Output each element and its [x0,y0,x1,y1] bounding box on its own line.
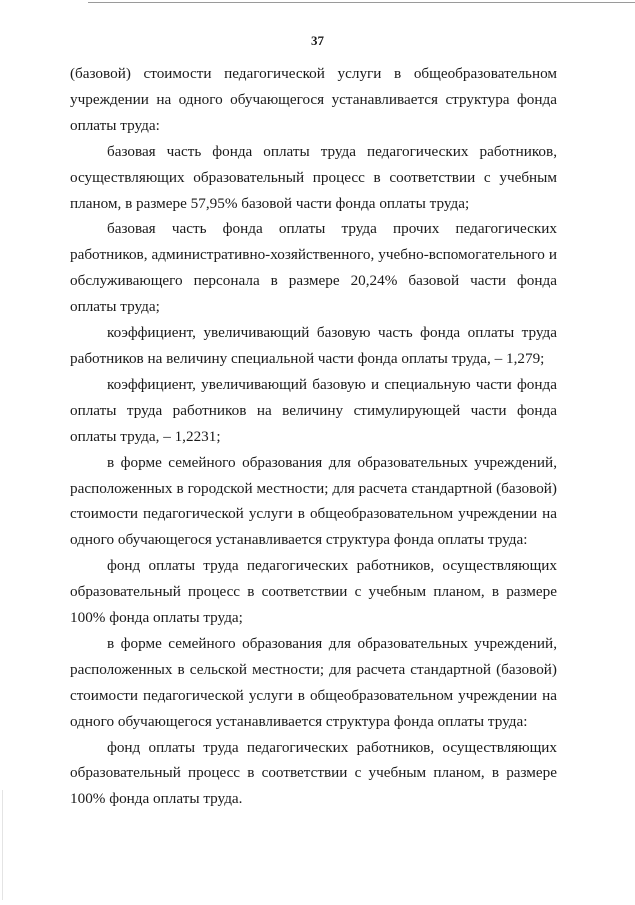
paragraph-stimulating-coefficient: коэффициент, увеличивающий базовую и специальную части фонда оплаты труда работников на величину стимулирующей части фонда оплаты труда, – 1,2231; [70,375,557,445]
paragraph-base-fund-teachers: базовая часть фонда оплаты труда педагогических работников, осуществляющих образовательный процесс в соответствии с учебным планом, в размере 57,95% базовой части фонда оплаты труда; [70,142,557,212]
document-body [70,61,557,812]
page-number: 37 [311,33,324,48]
paragraph-family-education-urban: в форме семейного образования для образовательных учреждений, расположенных в городской местности; для расчета стандартной (базовой) стоимости педагогической услуги в общеобразовательном учреждении на одного обучающегося устанавливается структура фонда оплаты труда: [70,453,557,549]
paragraph-base-fund-other-staff: базовая часть фонда оплаты труда прочих педагогических работников, административно-хозяйственного, учебно-вспомогательного и обслуживающего персонала в размере 20,24% базовой части фонда оплаты труда; [70,220,557,316]
paragraph-rural-fund: фонд оплаты труда педагогических работников, осуществляющих образовательный процесс в соответствии с учебным планом, в размере 100% фонда оплаты труда. [70,738,557,808]
scan-border-line [88,2,635,3]
paragraph-urban-fund: фонд оплаты труда педагогических работников, осуществляющих образовательный процесс в соответствии с учебным планом, в размере 100% фонда оплаты труда; [70,557,557,627]
paragraph-continuation: (базовой) стоимости педагогической услуги в общеобразовательном учреждении на одного обучающегося устанавливается структура фонда оплаты труда: [70,65,557,134]
paragraph-family-education-rural: в форме семейного образования для образовательных учреждений, расположенных в сельской местности; для расчета стандартной (базовой) стоимости педагогической услуги в общеобразовательном учреждении на одного обучающегося устанавливается структура фонда оплаты труда: [70,634,557,730]
paragraph-special-coefficient: коэффициент, увеличивающий базовую часть фонда оплаты труда работников на величину специальной части фонда оплаты труда, – 1,279; [70,324,557,367]
scan-edge-mark [2,790,3,900]
